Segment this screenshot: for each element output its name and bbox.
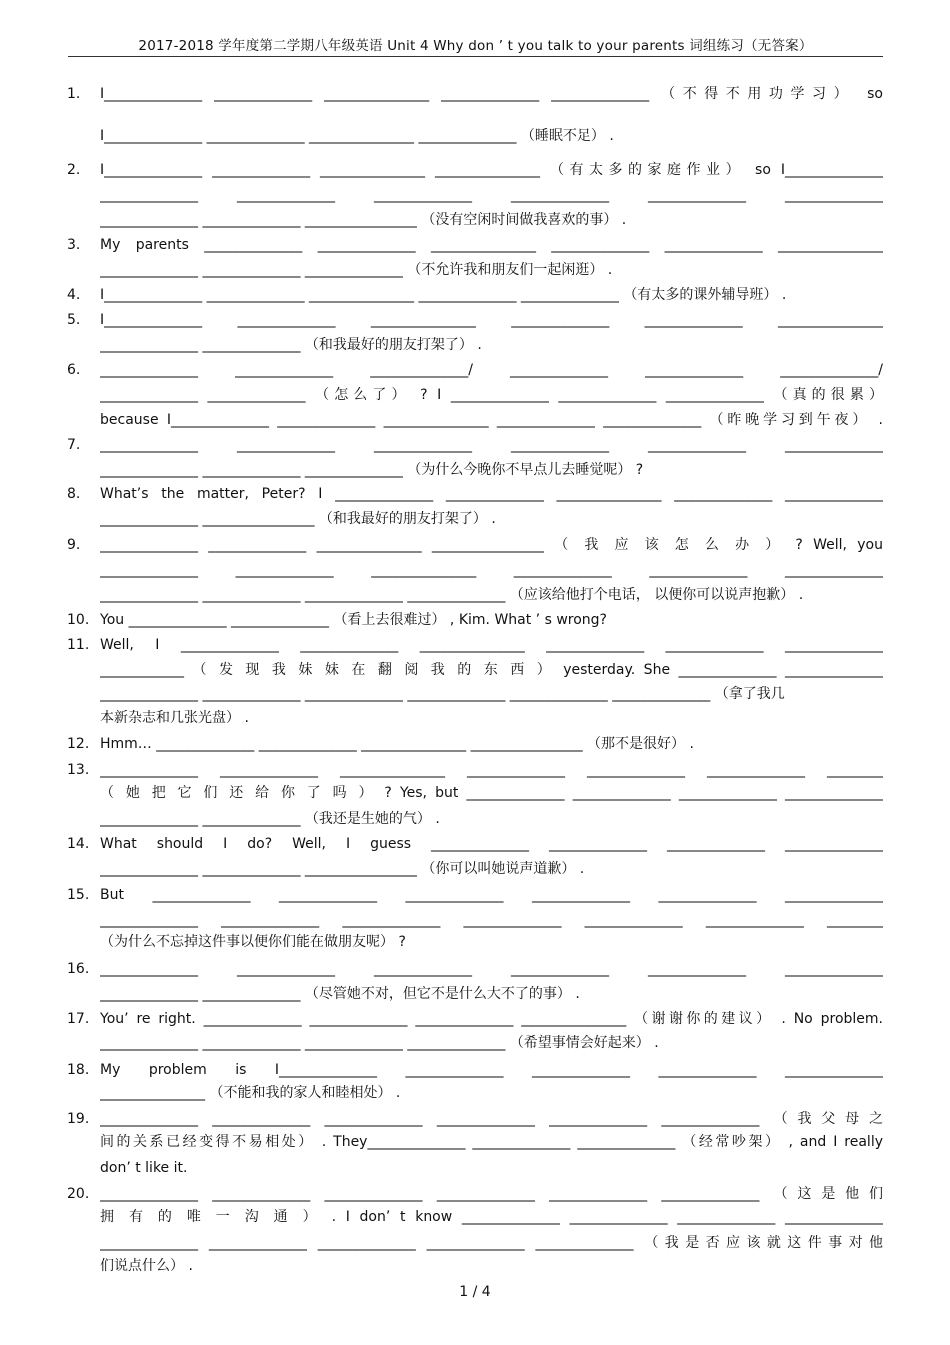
item-number: 6. [67,362,81,378]
page-header: 2017-2018 学年度第二学期八年级英语 Unit 4 Why don ’ t you talk to your parents 词组练习（无答案） [68,36,883,57]
exercise-line: ______________ ______________ （和我最好的朋友打架了） . [100,337,482,353]
exercise-line: I______________ ______________ _______________ ______________ （睡眠不足） . [100,128,614,144]
item-number: 9. [67,537,81,553]
exercise-line: 间的关系已经变得不易相处） . They______________ ______________ ______________ （经常吵架） , and I really [100,1134,883,1150]
exercise-line: ______________ ______________ ______________ （不允许我和朋友们一起闲逛） . [100,262,613,278]
item-number: 11. [67,637,90,653]
exercise-line: （为什么不忘掉这件事以便你们能在做朋友呢） ? [100,934,406,950]
exercise-line: I______________ ______________ _______________ ______________ ______________ _______________ [100,312,883,328]
exercise-line: Well, I ______________ ______________ _______________ ______________ ______________ ______________ [100,637,883,653]
exercise-line: ______________ ______________ ______________ ______________ （希望事情会好起来） . [100,1035,659,1051]
exercise-line: What’s the matter, Peter? I ______________ ______________ _______________ ______________ ______________ [100,486,883,502]
exercise-line: 本新杂志和几张光盘） . [100,710,249,726]
exercise-line: I______________ ______________ _______________ _______________ （有太多的家庭作业） so I______________ [100,162,883,178]
item-number: 7. [67,437,81,453]
exercise-line: because I______________ ______________ _______________ ______________ ______________ （昨晚学习到午夜） . [100,412,883,428]
exercise-line: ______________ ______________ ______________ ______________ ______________ ______________ [100,437,883,453]
exercise-line: ____________ （ 发 现 我 妹 妹 在 翻 阅 我 的 东 西 ） yesterday. She ______________ ______________ [100,662,883,678]
exercise-line: What should I do? Well, I guess ______________ ______________ ______________ ______________ [100,836,883,852]
exercise-line: ______________ ______________ _______________ ______________ ______________ ______________ ________ [100,762,883,778]
exercise-line: I______________ ______________ _______________ ______________ ______________ （有太多的课外辅导班） . [100,287,787,303]
exercise-line: （ 她 把 它 们 还 给 你 了 吗 ） ? Yes, but ______________ ______________ ______________ ______________ [100,785,883,801]
item-number: 3. [67,237,81,253]
item-number: 2. [67,162,81,178]
exercise-line: ______________ ______________ ______________ ______________ （应该给他打个电话， 以便你可以说声抱歉） . [100,587,804,603]
item-number: 8. [67,486,81,502]
exercise-line: I______________ ______________ _______________ ______________ ______________ （不得不用功学习） so [100,86,883,102]
item-number: 19. [67,1111,90,1127]
exercise-line: My parents ______________ ______________ _______________ ______________ ______________ _______________ [100,237,883,253]
exercise-line: don’ t like it. [100,1160,188,1176]
item-number: 4. [67,287,81,303]
exercise-line: ______________ ______________ ________________ （你可以叫她说声道歉） . [100,861,585,877]
item-number: 5. [67,312,81,328]
exercise-line: ______________ ______________ ______________ ______________ ______________ ______________ ________ [100,912,883,928]
exercise-line: 们说点什么） . [100,1258,193,1274]
exercise-line: ______________ ______________ ________________ （没有空闲时间做我喜欢的事） . [100,212,627,228]
item-number: 20. [67,1186,90,1202]
exercise-line: You ______________ ______________ （看上去很难过） , Kim. What ’ s wrong? [100,612,607,628]
exercise-line: ______________ ______________ ______________ ______________ ______________ ______________ （我父母之 [100,1111,883,1127]
item-number: 10. [67,612,90,628]
exercise-line: ______________ ________________ （和我最好的朋友打架了） . [100,511,496,527]
exercise-line: You’ re right. ______________ ______________ ______________ _______________ （谢谢你的建议） . No problem. [100,1011,883,1027]
exercise-line: But ______________ ______________ ______________ ______________ ______________ ______________ [100,887,883,903]
item-number: 13. [67,762,90,778]
exercise-line: ______________ ______________ ______________ ______________ ______________ ______________ [100,961,883,977]
item-number: 17. [67,1011,90,1027]
exercise-line: ______________ ______________ （怎么了） ? I ______________ ______________ ______________ （真的很累） [100,387,883,403]
item-number: 18. [67,1062,90,1078]
exercise-line: ______________ ______________ （尽管她不对，但它不是什么大不了的事） . [100,986,580,1002]
item-number: 14. [67,836,90,852]
exercise-line: ______________ ______________ _______________ ______________ ______________ ______________ [100,562,883,578]
exercise-line: Hmm… ______________ ______________ _______________ ________________ （那不是很好） . [100,736,694,752]
exercise-line: ______________ ______________ ______________ （为什么今晚你不早点儿去睡觉呢） ? [100,462,644,478]
page-number: 1 / 4 [459,1284,491,1300]
exercise-line: ______________ ______________ _______________ ________________ （ 我 应 该 怎 么 办 ） ? Well, you [100,537,883,553]
exercise-line: ______________ ______________ ______________ ______________ ______________ （我是否应该就这件事对他 [100,1235,883,1251]
exercise-line: My problem is I______________ ______________ ______________ ______________ ______________ [100,1062,883,1078]
exercise-line: ______________ ______________ ______________/ ______________ ______________ ______________/ [100,362,883,378]
exercise-line: ______________ ______________ ______________ ______________ ______________ ______________ （这是他们 [100,1186,883,1202]
item-number: 15. [67,887,90,903]
item-number: 1. [67,86,81,102]
exercise-line: _______________ （不能和我的家人和睦相处） . [100,1085,401,1101]
item-number: 12. [67,736,90,752]
exercise-line: ______________ ______________ ______________ ______________ ______________ ______________ [100,187,883,203]
exercise-line: ______________ ______________ ______________ ______________ ______________ ______________ （拿了我几 [100,686,785,702]
exercise-line: 拥 有 的 唯 一 沟 通 ） . I don’ t know ______________ ______________ ______________ ______________ [100,1209,883,1225]
item-number: 16. [67,961,90,977]
exercise-line: ______________ ______________ （我还是生她的气） . [100,811,440,827]
